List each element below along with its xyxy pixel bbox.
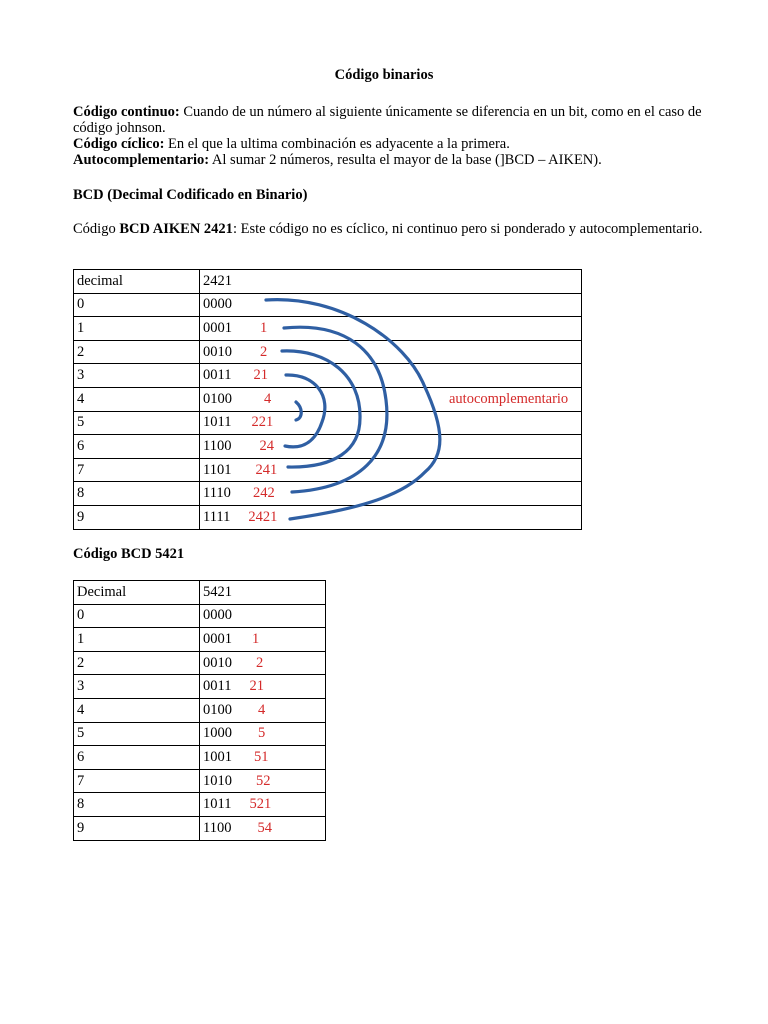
aiken-intro-post: : Este código no es cíclico, ni continuo pero si ponderado y autocomplementario. [232, 221, 703, 237]
weight-annotation: 24 [259, 437, 274, 454]
code-value: 0011 [203, 367, 232, 384]
term-selfcomplement: Autocomplementario: [73, 152, 210, 168]
cell-decimal: 3 [74, 675, 200, 699]
text-cyclic: En el que la ultima combinación es adyacente a la primera. [164, 136, 510, 152]
weight-annotation: 242 [252, 485, 275, 502]
code-value: 1011 [203, 796, 232, 813]
weight-annotation: 5 [258, 725, 266, 742]
term-cyclic: Código cíclico: [73, 136, 165, 152]
document-title: Código binarios [334, 67, 434, 83]
header-2421: 2421 [200, 270, 582, 294]
weight-annotation: 21 [253, 367, 268, 384]
cell-decimal: 2 [74, 651, 200, 675]
code-value: 1101 [203, 461, 232, 478]
cell-decimal: 2 [74, 340, 200, 364]
text-continuous: Cuando de un número al siguiente únicamente se diferencia en un bit, como en el caso de código johnson. [73, 104, 702, 136]
code-value: 1011 [203, 414, 232, 431]
code-value: 1111 [203, 508, 231, 525]
code-value: 0100 [203, 701, 232, 718]
cell-decimal: 5 [74, 411, 200, 435]
cell-decimal: 1 [74, 628, 200, 652]
code-value: 1010 [203, 772, 232, 789]
cell-decimal: 9 [74, 816, 200, 840]
code-value: 0100 [203, 390, 232, 407]
weight-annotation: 4 [264, 390, 272, 407]
text-selfcomplement: Al sumar 2 números, resulta el mayor de la base (]BCD – AIKEN). [209, 152, 602, 168]
bcd5421-heading: Código BCD 5421 [73, 546, 185, 562]
weight-annotation: 1 [252, 630, 260, 647]
header-decimal: decimal [74, 270, 200, 294]
code-value: 0000 [203, 296, 232, 313]
cell-decimal: 5 [74, 722, 200, 746]
header-5421: 5421 [200, 581, 326, 605]
weight-annotation: 52 [256, 772, 271, 789]
cell-decimal: 7 [74, 769, 200, 793]
weight-annotation: 521 [249, 796, 272, 813]
weight-annotation: 21 [249, 678, 264, 695]
weight-annotation: 2 [260, 343, 268, 360]
code-value: 0010 [203, 654, 232, 671]
cell-decimal: 8 [74, 793, 200, 817]
weight-annotation: 2 [256, 654, 264, 671]
weight-annotation: 54 [257, 819, 272, 836]
cell-decimal: 0 [74, 293, 200, 317]
weight-annotation: 241 [255, 461, 278, 478]
header-decimal: Decimal [74, 581, 200, 605]
weight-annotation: 221 [251, 414, 274, 431]
code-value: 0011 [203, 678, 232, 695]
weight-annotation: 1 [260, 319, 268, 336]
cell-decimal: 3 [74, 364, 200, 388]
arc-2-7 [282, 351, 360, 467]
bcd-heading: BCD (Decimal Codificado en Binario) [73, 187, 308, 203]
cell-decimal: 7 [74, 458, 200, 482]
code-value: 0001 [203, 630, 232, 647]
code-value: 1001 [203, 748, 232, 765]
cell-decimal: 8 [74, 482, 200, 506]
weight-annotation: 2421 [248, 508, 278, 525]
arc-4-5 [296, 402, 301, 420]
code-value: 1100 [203, 819, 232, 836]
code-value: 1100 [203, 437, 232, 454]
annotation-autocomplementario: autocomplementario [449, 391, 569, 407]
cell-decimal: 6 [74, 746, 200, 770]
weight-annotation: 51 [254, 748, 269, 765]
cell-decimal: 4 [74, 698, 200, 722]
term-continuous: Código continuo: [73, 104, 180, 120]
code-value: 0001 [203, 319, 232, 336]
arc-3-6 [285, 375, 325, 447]
code-value: 0000 [203, 607, 232, 624]
aiken-intro-pre: Código [73, 221, 120, 237]
arc-0-9 [266, 300, 440, 519]
cell-decimal: 6 [74, 435, 200, 459]
cell-decimal: 9 [74, 505, 200, 529]
cell-decimal: 1 [74, 317, 200, 341]
weight-annotation: 4 [258, 701, 266, 718]
code-value: 0010 [203, 343, 232, 360]
code-value: 1000 [203, 725, 232, 742]
aiken-intro-bold: BCD AIKEN 2421 [119, 221, 233, 237]
cell-decimal: 0 [74, 604, 200, 628]
cell-decimal: 4 [74, 387, 200, 411]
code-value: 1110 [203, 485, 231, 502]
